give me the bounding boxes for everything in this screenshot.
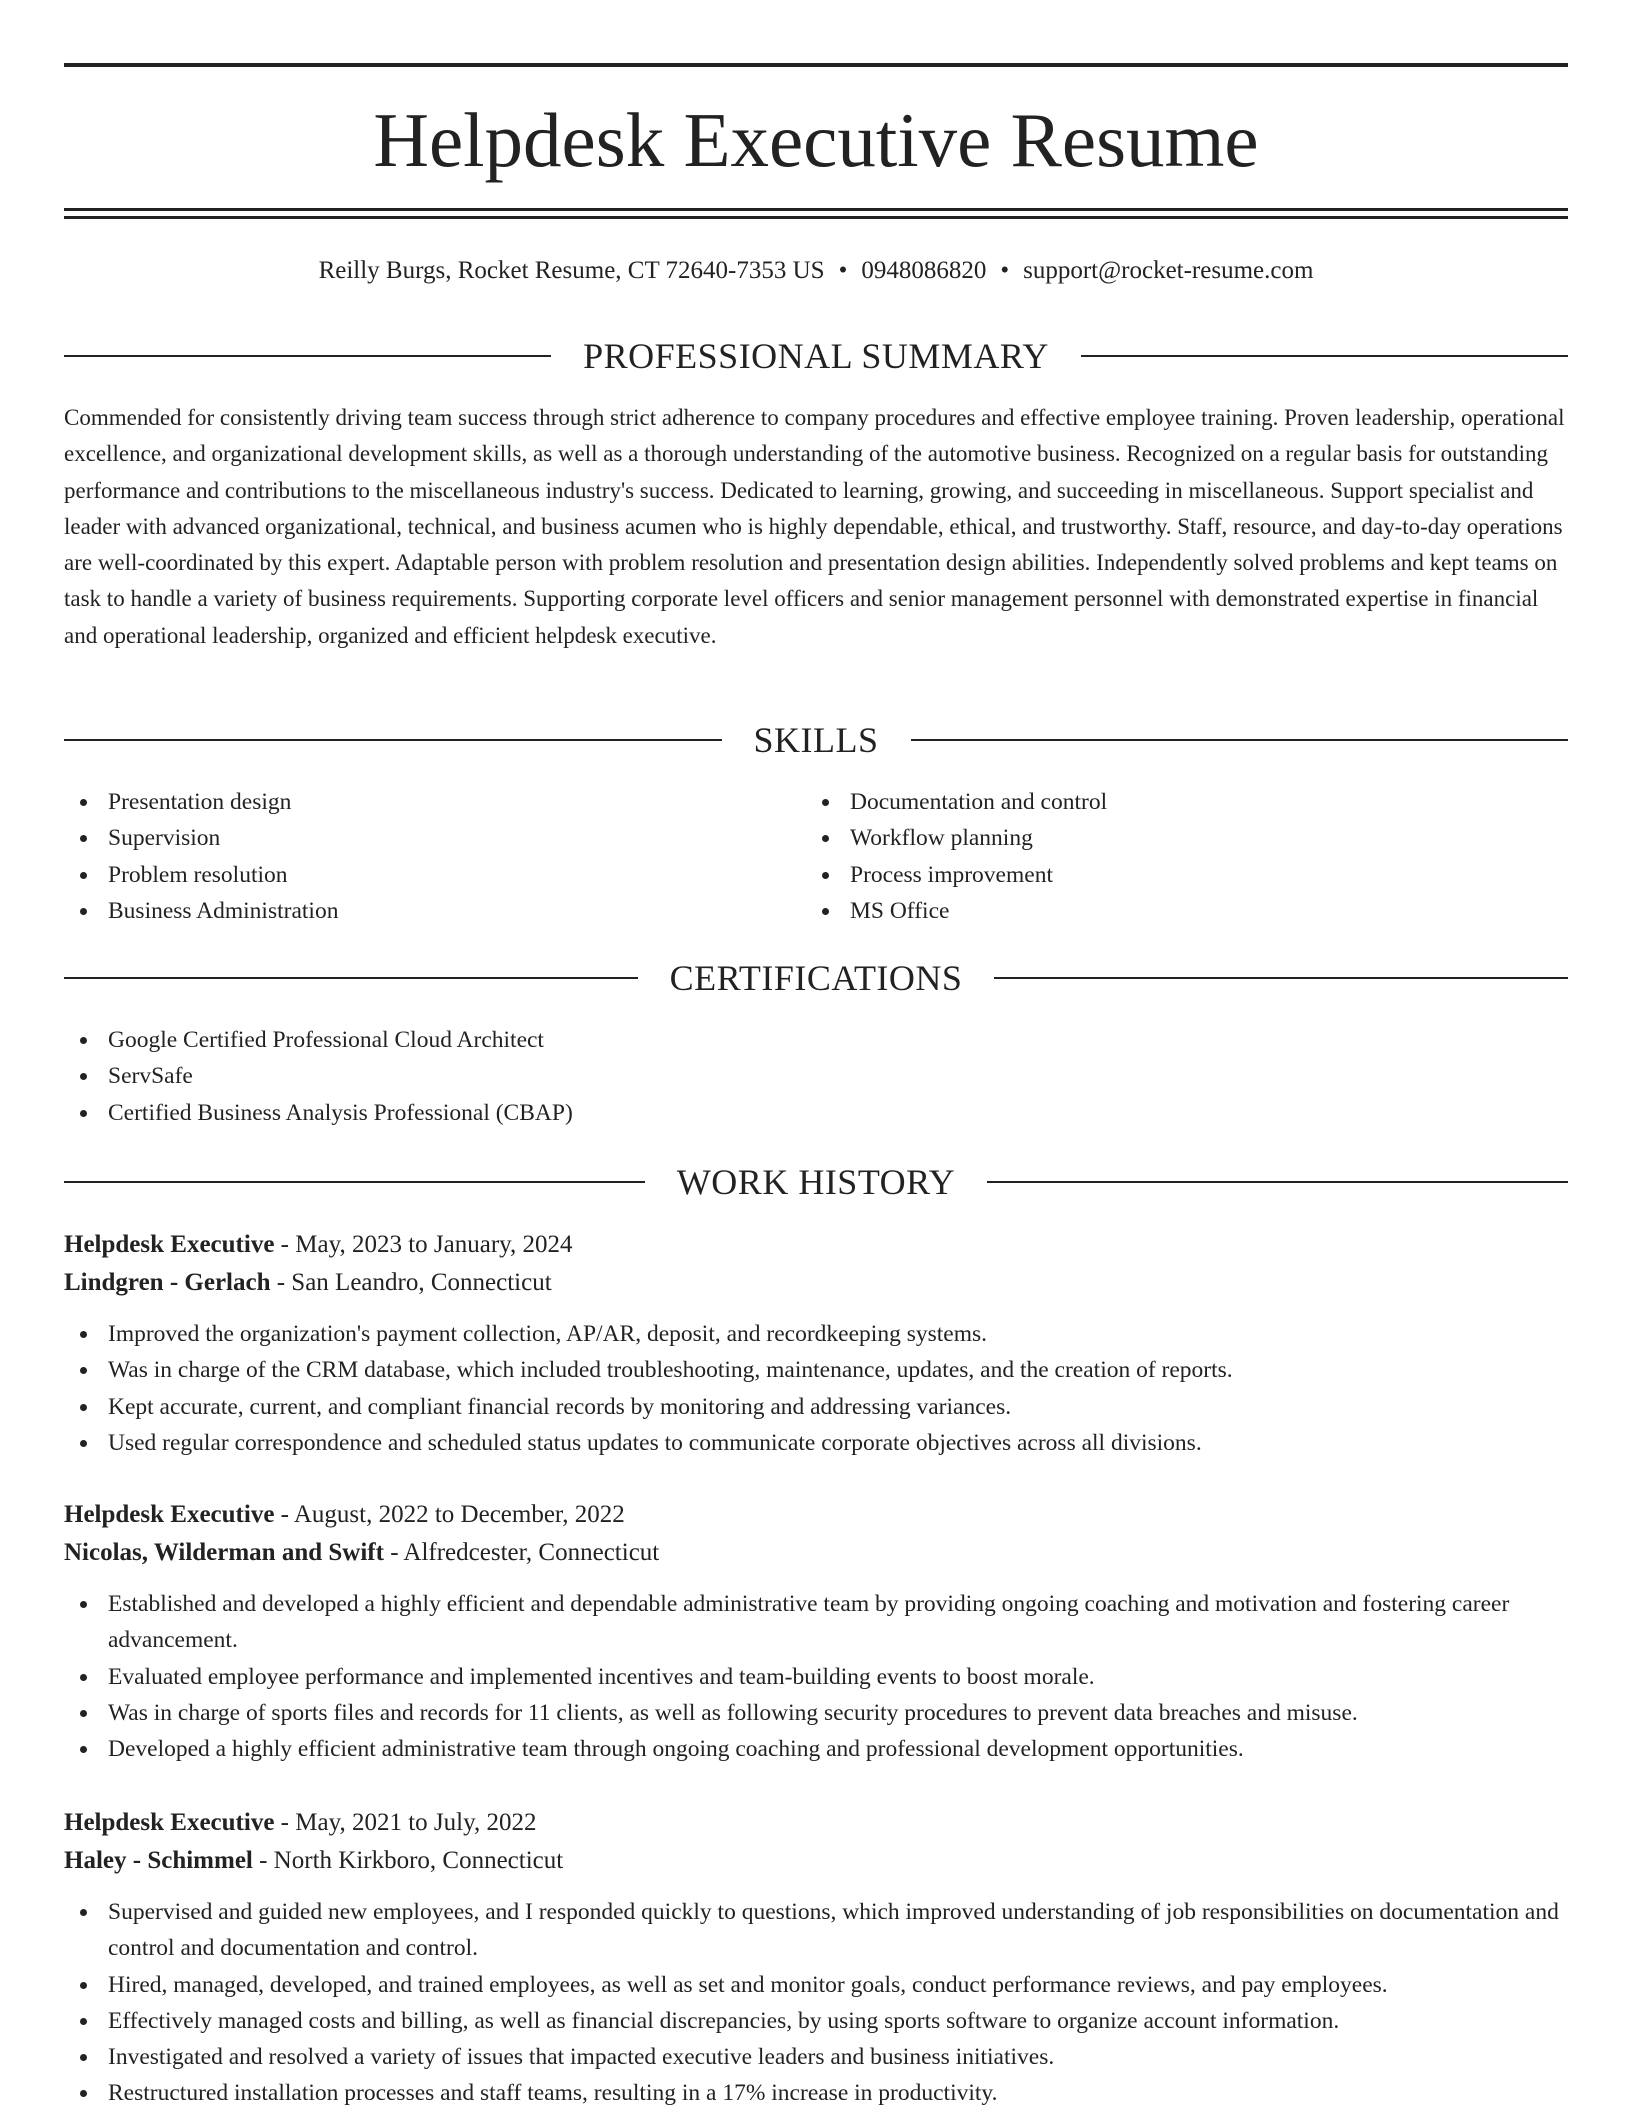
skill-item: Documentation and control	[806, 784, 1566, 820]
contact-separator: •	[1000, 257, 1010, 284]
job-bullets	[64, 1316, 1568, 1461]
skills-list-left	[64, 784, 804, 929]
skill-item: Problem resolution	[64, 857, 804, 893]
job-company: Nicolas, Wilderman and Swift	[64, 1539, 384, 1566]
section-title: PROFESSIONAL SUMMARY	[583, 336, 1049, 376]
skill-item: Process improvement	[806, 857, 1566, 893]
certification-item: Google Certified Professional Cloud Architect	[64, 1022, 1568, 1058]
heading-rule	[1081, 355, 1568, 357]
heading-rule	[64, 977, 638, 979]
contact-line	[64, 254, 1568, 288]
job-bullet: Improved the organization's payment collection, AP/AR, deposit, and recordkeeping systems.	[64, 1316, 1568, 1352]
job-title-line	[64, 1804, 1568, 1842]
job-title-line	[64, 1496, 1568, 1534]
section-title: WORK HISTORY	[676, 1162, 956, 1202]
job-dates: - May, 2023 to January, 2024	[274, 1231, 573, 1258]
job-bullet: Restructured installation processes and staff teams, resulting in a 17% increase in productivity.	[64, 2075, 1568, 2111]
job-company-line	[64, 1842, 1568, 1880]
heading-rule	[994, 977, 1568, 979]
job-bullet: Kept accurate, current, and compliant financial records by monitoring and addressing variances.	[64, 1389, 1568, 1425]
job-bullet: Evaluated employee performance and implemented incentives and team-building events to boost morale.	[64, 1659, 1568, 1695]
job-title: Helpdesk Executive	[64, 1809, 275, 1836]
job-bullet: Supervised and guided new employees, and I responded quickly to questions, which improved understanding of job responsibilities on documentation and control and documentation and control.	[64, 1894, 1568, 1967]
title-rule-lower	[64, 216, 1568, 219]
section-title: CERTIFICATIONS	[669, 958, 963, 998]
certification-item: Certified Business Analysis Professional (CBAP)	[64, 1095, 1568, 1131]
skill-item: Supervision	[64, 820, 804, 856]
job-title: Helpdesk Executive	[64, 1231, 275, 1258]
job-location: - North Kirkboro, Connecticut	[252, 1847, 564, 1874]
job-dates: - August, 2022 to December, 2022	[274, 1501, 625, 1528]
job-bullet: Developed a highly efficient administrative team through ongoing coaching and professional development opportunities.	[64, 1731, 1568, 1767]
contact-address: Reilly Burgs, Rocket Resume, CT 72640-7353 US	[318, 257, 825, 284]
job-bullet: Was in charge of the CRM database, which included troubleshooting, maintenance, updates, and the creation of reports.	[64, 1352, 1568, 1388]
certification-item: ServSafe	[64, 1058, 1568, 1094]
contact-phone: 0948086820	[861, 257, 987, 284]
job-entry	[64, 1496, 1568, 1767]
job-company: Haley - Schimmel	[64, 1847, 253, 1874]
skills-list-right	[806, 784, 1566, 929]
top-rule	[64, 63, 1568, 67]
summary-section-heading	[64, 336, 1568, 376]
job-entry	[64, 1804, 1568, 2112]
work-history-section-heading	[64, 1162, 1568, 1202]
skill-item: MS Office	[806, 893, 1566, 929]
job-bullet: Was in charge of sports files and records for 11 clients, as well as following security procedures to prevent data breaches and misuse.	[64, 1695, 1568, 1731]
job-title: Helpdesk Executive	[64, 1501, 275, 1528]
summary-text: Commended for consistently driving team success through strict adherence to company procedures and effective employee training. Proven leadership, operational excellence, and organizational development skills, as well as a thorough understanding of the automotive business. Recognized on a regular basis for outstanding performance and contributions to the miscellaneous industry's success. Dedicated to learning, growing, and succeeding in miscellaneous. Support specialist and leader with advanced organizational, technical, and business acumen who is highly dependable, ethical, and trustworthy. Staff, resource, and day-to-day operations are well-coordinated by this expert. Adaptable person with problem resolution and presentation design abilities. Independently solved problems and kept teams on task to handle a variety of business requirements. Supporting corporate level officers and senior management personnel with demonstrated expertise in financial and operational leadership, organized and efficient helpdesk executive.	[64, 405, 1565, 648]
job-bullet: Effectively managed costs and billing, as well as financial discrepancies, by using sports software to organize account information.	[64, 2003, 1568, 2039]
job-bullet: Hired, managed, developed, and trained employees, as well as set and monitor goals, conduct performance reviews, and pay employees.	[64, 1967, 1568, 2003]
resume-title: Helpdesk Executive Resume	[373, 97, 1259, 183]
job-title-line	[64, 1226, 1568, 1264]
job-bullet: Investigated and resolved a variety of issues that impacted executive leaders and business initiatives.	[64, 2039, 1568, 2075]
heading-rule	[64, 739, 722, 741]
section-title: SKILLS	[753, 720, 879, 760]
job-bullets	[64, 1894, 1568, 2112]
job-location: - San Leandro, Connecticut	[270, 1269, 552, 1296]
job-bullet: Established and developed a highly efficient and dependable administrative team by providing ongoing coaching and motivation and fostering career advancement.	[64, 1586, 1568, 1659]
heading-rule	[64, 355, 551, 357]
title-rule-upper	[64, 208, 1568, 211]
skill-item: Presentation design	[64, 784, 804, 820]
job-bullet: Used regular correspondence and scheduled status updates to communicate corporate objectives across all divisions.	[64, 1425, 1568, 1461]
certifications-list	[64, 1022, 1568, 1131]
job-entry	[64, 1226, 1568, 1461]
job-location: - Alfredcester, Connecticut	[383, 1539, 660, 1566]
job-company-line	[64, 1264, 1568, 1302]
skills-section-heading	[64, 720, 1568, 760]
job-company: Lindgren - Gerlach	[64, 1269, 271, 1296]
certifications-section-heading	[64, 958, 1568, 998]
skill-item: Workflow planning	[806, 820, 1566, 856]
job-dates: - May, 2021 to July, 2022	[274, 1809, 537, 1836]
job-bullets	[64, 1586, 1568, 1767]
contact-separator: •	[838, 257, 848, 284]
heading-rule	[64, 1181, 645, 1183]
job-company-line	[64, 1534, 1568, 1572]
skill-item: Business Administration	[64, 893, 804, 929]
heading-rule	[987, 1181, 1568, 1183]
contact-email: support@rocket-resume.com	[1023, 257, 1314, 284]
heading-rule	[911, 739, 1569, 741]
